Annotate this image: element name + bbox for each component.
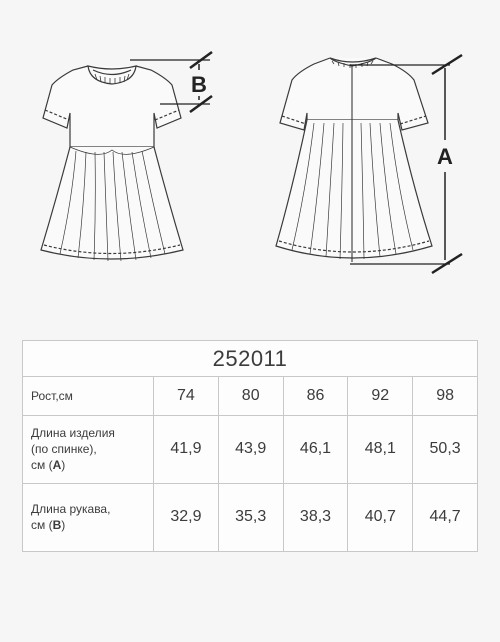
sleeve-label-suffix: ) bbox=[61, 518, 66, 533]
length-value: 41,9 bbox=[154, 416, 219, 483]
sleeve-label-prefix: см ( bbox=[31, 518, 53, 533]
length-value: 43,9 bbox=[218, 416, 283, 483]
back-dress-drawing bbox=[276, 58, 432, 262]
size-74: 74 bbox=[154, 377, 219, 416]
size-86: 86 bbox=[283, 377, 348, 416]
front-dress-drawing bbox=[41, 66, 183, 261]
sleeve-value: 40,7 bbox=[348, 483, 413, 551]
size-80: 80 bbox=[218, 377, 283, 416]
length-value: 46,1 bbox=[283, 416, 348, 483]
sleeve-label-line1: Длина рукава, bbox=[31, 502, 111, 517]
sleeve-label-code: B bbox=[52, 518, 62, 533]
height-label: Рост,см bbox=[23, 377, 154, 416]
sleeve-row bbox=[23, 483, 478, 551]
length-label-line2: (по спинке), bbox=[31, 442, 97, 457]
size-98: 98 bbox=[413, 377, 478, 416]
length-label-code: A bbox=[52, 458, 62, 473]
sleeve-value: 38,3 bbox=[283, 483, 348, 551]
size-chart-table bbox=[22, 340, 478, 552]
length-label-prefix: см ( bbox=[31, 458, 53, 473]
length-value: 48,1 bbox=[348, 416, 413, 483]
height-row bbox=[23, 377, 478, 416]
sleeve-label bbox=[23, 483, 154, 551]
sleeve-value: 44,7 bbox=[413, 483, 478, 551]
length-label bbox=[23, 416, 154, 483]
sleeve-value: 32,9 bbox=[154, 483, 219, 551]
length-value: 50,3 bbox=[413, 416, 478, 483]
length-row bbox=[23, 416, 478, 483]
length-label-suffix: ) bbox=[61, 458, 66, 473]
size-92: 92 bbox=[348, 377, 413, 416]
sleeve-value: 35,3 bbox=[218, 483, 283, 551]
label-b: B bbox=[191, 72, 207, 97]
label-a: A bbox=[437, 144, 453, 169]
length-label-line1: Длина изделия bbox=[31, 426, 115, 441]
article-number: 252011 bbox=[23, 341, 478, 377]
